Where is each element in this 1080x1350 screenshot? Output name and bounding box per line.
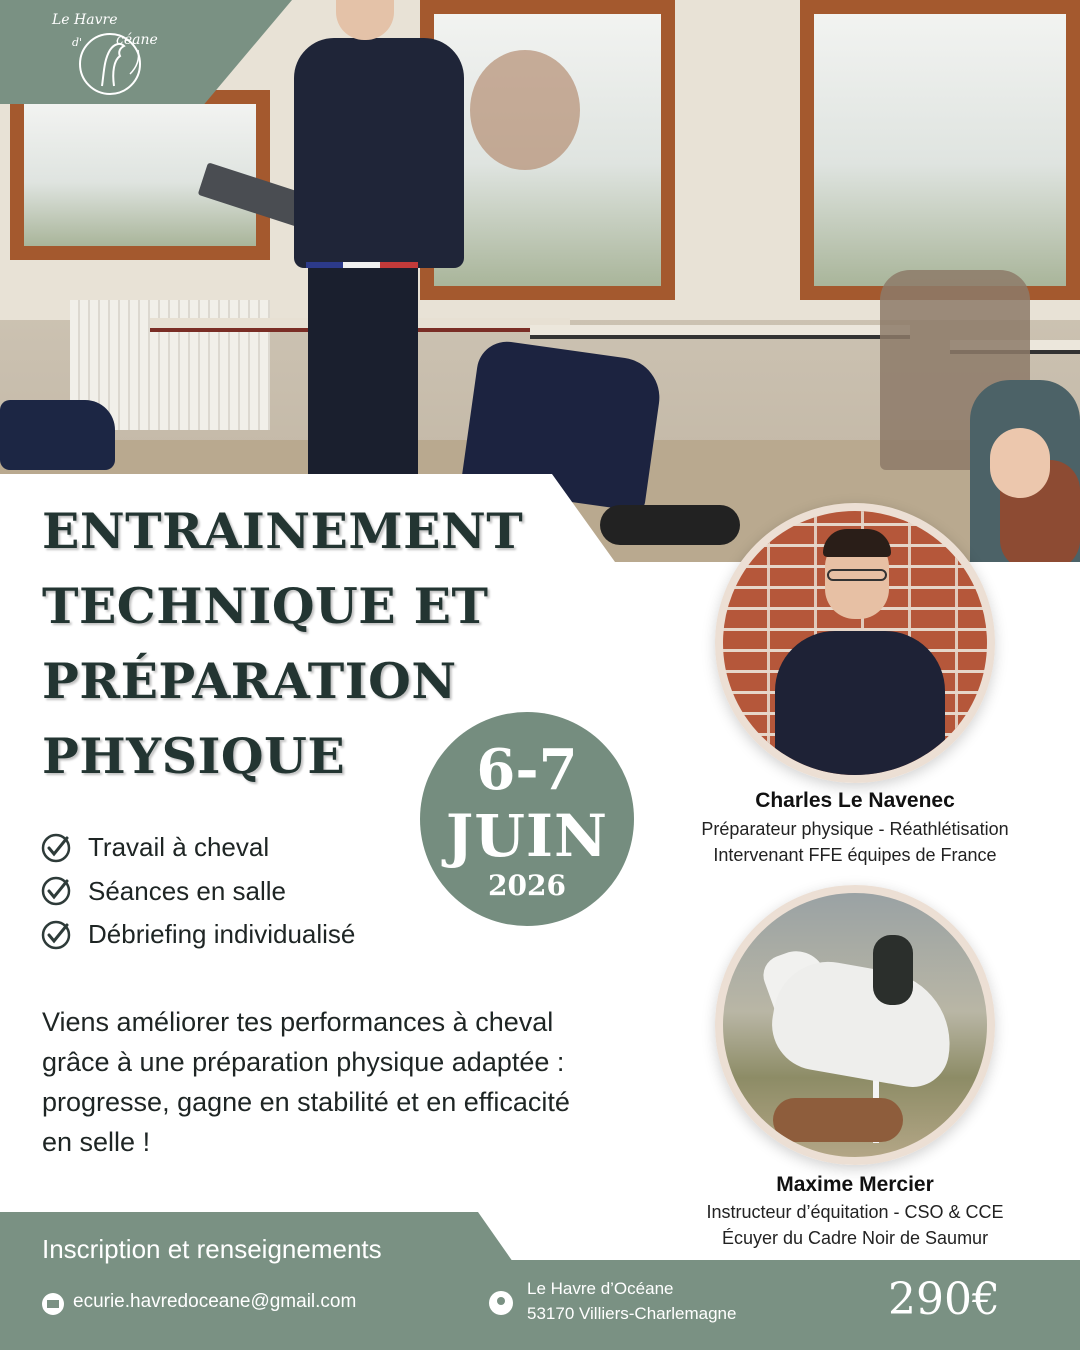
date-days: 6-7 xyxy=(476,737,578,803)
coach-role: Instructeur d’équitation - CSO & CCE xyxy=(706,1202,1004,1222)
coach-photo-charles xyxy=(715,503,995,783)
brand-logo xyxy=(46,6,176,102)
feature-label: Travail à cheval xyxy=(88,832,270,863)
feature-list xyxy=(40,826,355,957)
title-line-1: ENTRAINEMENT xyxy=(42,502,524,560)
title-line-3: PRÉPARATION xyxy=(42,652,457,710)
date-year: 2026 xyxy=(488,869,566,902)
coach-role: Intervenant FFE équipes de France xyxy=(713,845,997,865)
description-text: Viens améliorer tes performances à cheval grâce à une préparation physique adaptée : progresse, gagne en stabilité et en efficacité en selle ! xyxy=(42,1007,570,1157)
coach-role: Préparateur physique - Réathlétisation xyxy=(701,819,1009,839)
check-circle-icon xyxy=(40,919,72,951)
logo-text-1: Le Havre xyxy=(52,12,118,28)
date-month: JUIN xyxy=(445,802,609,870)
feature-label: Séances en salle xyxy=(88,875,287,906)
title-line-2: TECHNIQUE ET xyxy=(42,577,489,635)
mail-icon xyxy=(42,1293,64,1315)
address-line-1: Le Havre d’Océane xyxy=(527,1279,674,1298)
feature-item xyxy=(40,826,355,870)
coach-name: Maxime Mercier xyxy=(776,1173,934,1196)
feature-item xyxy=(40,913,355,957)
logo-text-2: d' xyxy=(72,36,83,49)
title-line-4: PHYSIQUE xyxy=(42,727,346,785)
feature-item xyxy=(40,870,355,914)
location-pin-icon xyxy=(489,1291,513,1315)
footer-title: Inscription et renseignements xyxy=(42,1234,382,1264)
date-badge xyxy=(420,712,634,926)
address-line-2: 53170 Villiers-Charlemagne xyxy=(527,1304,737,1323)
coach-role: Écuyer du Cadre Noir de Saumur xyxy=(721,1228,989,1248)
email-link[interactable]: ecurie.havredoceane@gmail.com xyxy=(73,1291,357,1312)
feature-label: Débriefing individualisé xyxy=(88,919,356,950)
coach-photo-maxime xyxy=(715,885,995,1165)
price-label: 290€ xyxy=(888,1274,1000,1325)
check-circle-icon xyxy=(40,875,72,907)
coach-name: Charles Le Navenec xyxy=(755,789,955,812)
check-circle-icon xyxy=(40,832,72,864)
logo-text-3: céane xyxy=(116,32,158,48)
